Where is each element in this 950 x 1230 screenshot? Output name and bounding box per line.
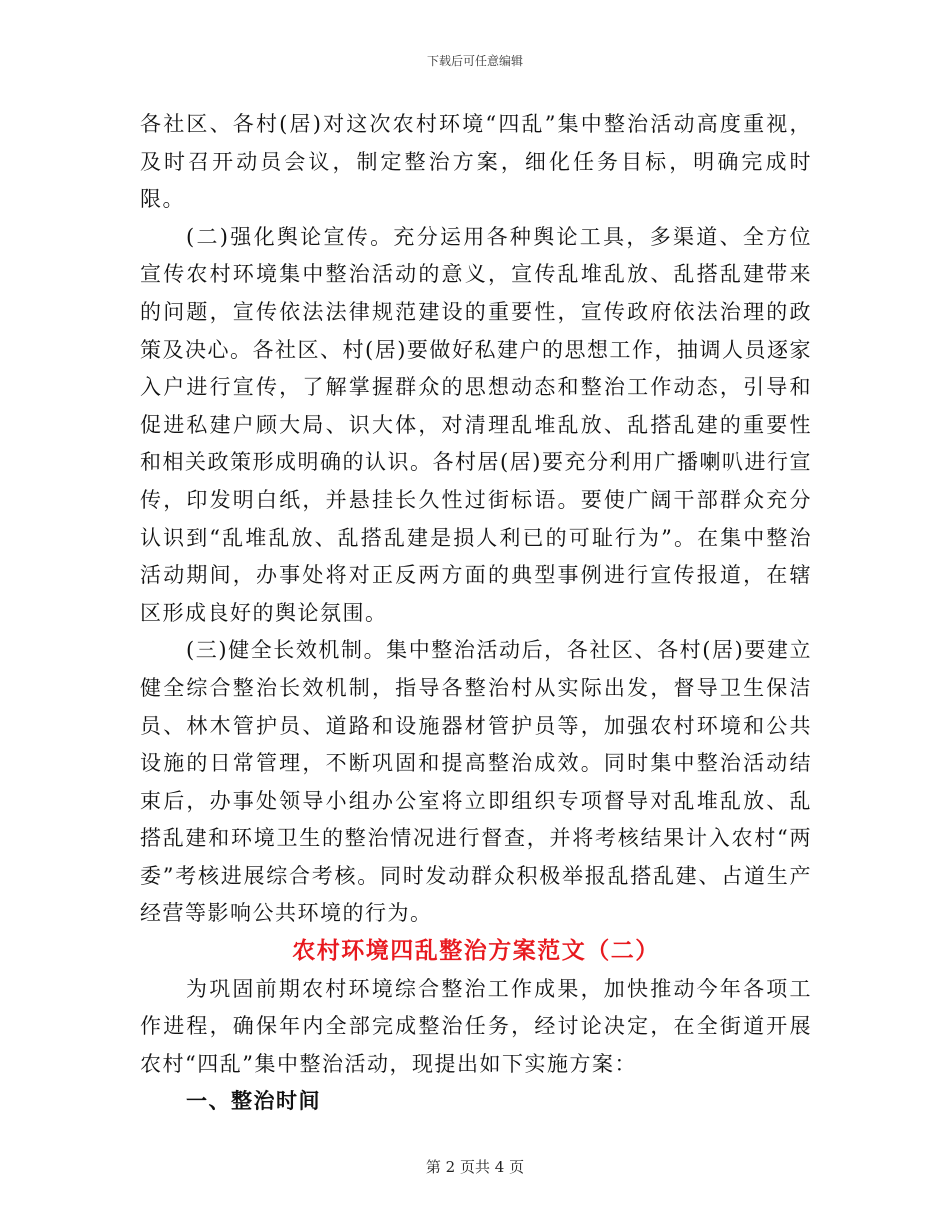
section-title: 农村环境四乱整治方案范文（二）	[292, 938, 660, 965]
paragraph-3: (三)健全长效机制。集中整治活动后，各社区、各村(居)要建立健全综合整治长效机制，指导各整治村从实际出发，督导卫生保洁员、林木管护员、道路和设施器材管护员等，加强农村环境和公共设施的日常管理，不断巩固和提高整治成效。同时集中整治活动结束后，办事处领导小组办公室将立即组织专项督导对乱堆乱放、乱搭乱建和环境卫生的整治情况进行督查，并将考核结果计入农村“两委”考核进展综合考核。同时发动群众积极举报乱搭乱建、占道生产经营等影响公共环境的行为。	[140, 638, 812, 926]
paragraph-1: 各社区、各村(居)对这次农村环境“四乱”集中整治活动高度重视，及时召开动员会议，制定整治方案，细化任务目标，明确完成时限。	[140, 112, 812, 212]
paragraph-4: 为巩固前期农村环境综合整治工作成果，加快推动今年各项工作进程，确保年内全部完成整治任务，经讨论决定，在全街道开展农村“四乱”集中整治活动，现提出如下实施方案：	[140, 976, 812, 1076]
paragraph-2: (二)强化舆论宣传。充分运用各种舆论工具，多渠道、全方位宣传农村环境集中整治活动的意义，宣传乱堆乱放、乱搭乱建带来的问题，宣传依法法律规范建设的重要性，宣传政府依法治理的政策及决心。各社区、村(居)要做好私建户的思想工作，抽调人员逐家入户进行宣传，了解掌握群众的思想动态和整治工作动态，引导和促进私建户顾大局、识大体，对清理乱堆乱放、乱搭乱建的重要性和相关政策形成明确的认识。各村居(居)要充分利用广播喇叭进行宣传，印发明白纸，并悬挂长久性过街标语。要使广阔干部群众充分认识到“乱堆乱放、乱搭乱建是损人利已的可耻行为”。在集中整治活动期间，办事处将对正反两方面的典型事例进行宣传报道，在辖区形成良好的舆论氛围。	[140, 224, 812, 625]
section-heading-1: 一、整治时间	[186, 1089, 321, 1114]
page-footer: 第 2 页共 4 页	[425, 1158, 525, 1176]
page-header: 下载后可任意编辑	[426, 54, 523, 68]
document-body	[140, 106, 812, 1121]
